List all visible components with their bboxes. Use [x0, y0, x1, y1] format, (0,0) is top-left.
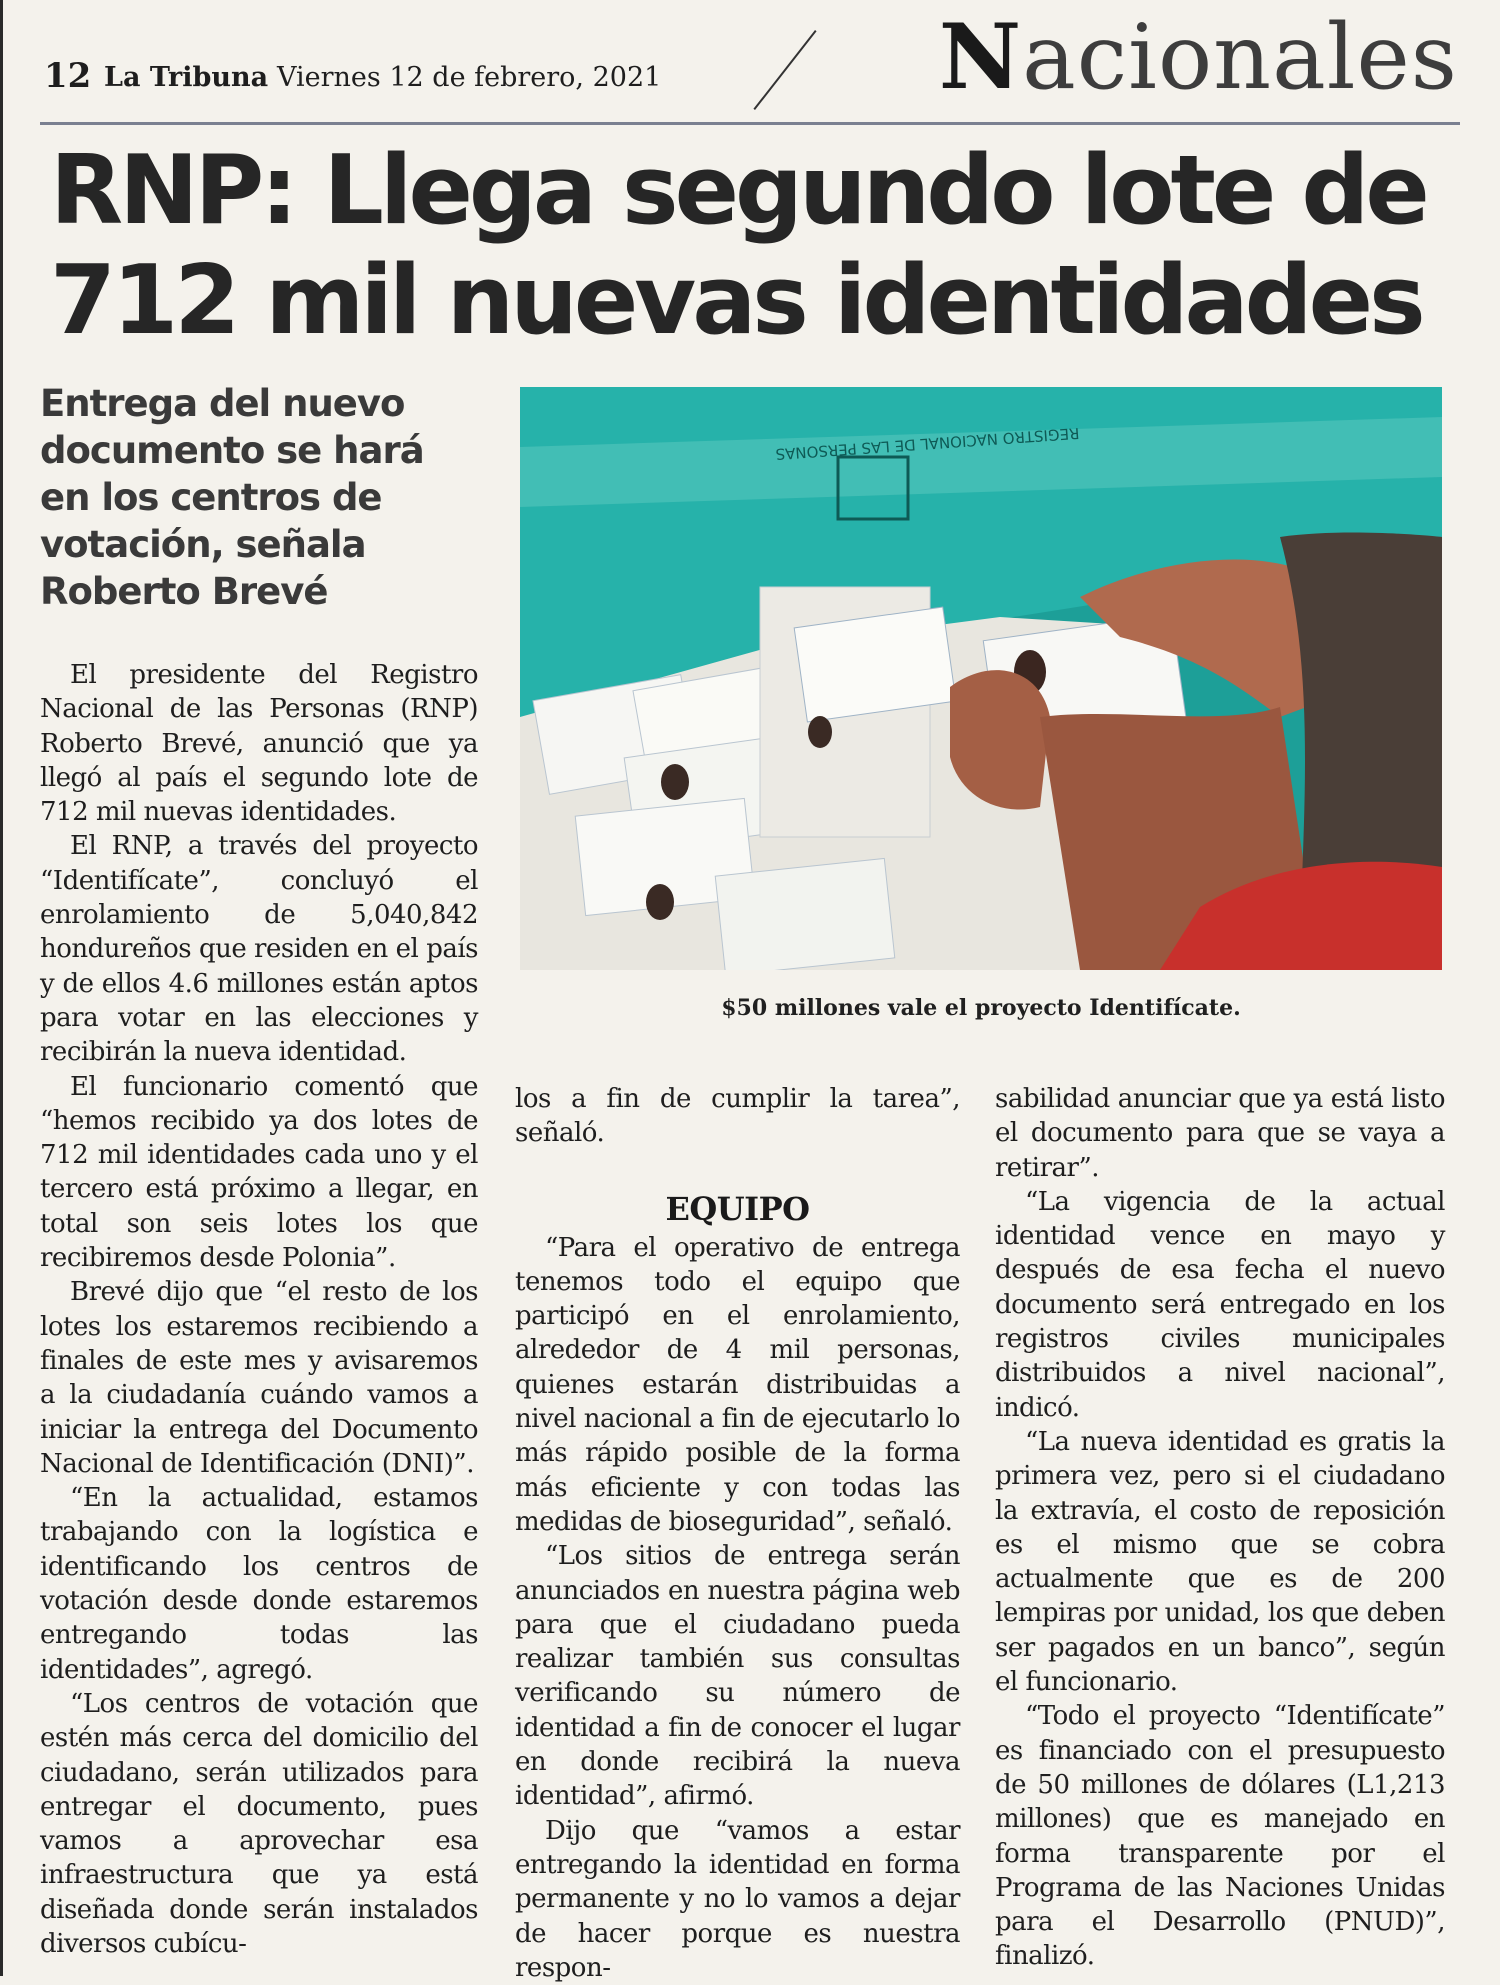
article-paragraph: Brevé dijo que “el resto de los lotes los estaremos recibiendo a finales de este mes y avisaremos a la ciudadanía cuándo vamos a iniciar la entrega del Documento Nacional de Identificación (DNI)”.: [40, 1277, 478, 1479]
article-deck: Entrega del nuevo documento se hará en los centros de votación, señala Roberto Brevé: [40, 382, 424, 613]
section-title-rest: acionales: [1022, 5, 1458, 110]
article-paragraph: “La vigencia de la actual identidad vence en mayo y después de esa fecha el nuevo documento será entregado en los registros civiles municipales distribuidos a nivel nacional”, indicó.: [995, 1186, 1445, 1423]
article-column-3: [995, 1082, 1445, 1974]
article-paragraph-continuation: sabilidad anunciar que ya está listo el documento para que se vaya a retirar”.: [995, 1084, 1445, 1183]
headline-line-2: 712 mil nuevas identidades: [50, 246, 1422, 356]
article-photo: [520, 387, 1442, 970]
page-number: 12: [44, 56, 92, 96]
article-column-1: [40, 658, 478, 1961]
article-paragraph: “La nueva identidad es gratis la primera vez, pero si el ciudadano la extravía, el costo de reposición es el mismo que se cobra actualmente que es de 200 lempiras por unidad, los que deben ser pagados en un banco”, según el funcionario.: [995, 1426, 1445, 1698]
section-title: [939, 4, 1458, 110]
article-paragraph-continuation: los a fin de cumplir la tarea”, señaló.: [515, 1084, 960, 1149]
article-paragraph: El funcionario comentó que “hemos recibido ya dos lotes de 712 mil identidades cada uno y el tercero está próximo a llegar, en total son seis lotes los que recibiremos desde Polonia”.: [40, 1071, 478, 1274]
article-paragraph: El presidente del Registro Nacional de las Personas (RNP) Roberto Brevé, anunció que ya llegó al país el segundo lote de 712 mil nuevas identidades.: [40, 660, 478, 828]
article-headline: [50, 136, 1470, 356]
id-card: [794, 607, 956, 722]
card-portrait: [808, 716, 832, 748]
masthead-slash-divider: [753, 30, 816, 110]
article-column-2: [515, 1082, 960, 1985]
section-subhead: EQUIPO: [665, 1189, 810, 1228]
issue-date: Viernes 12 de febrero, 2021: [277, 62, 662, 93]
photo-caption: $50 millones vale el proyecto Identifícate.: [721, 995, 1241, 1021]
article-paragraph: Dijo que “vamos a estar entregando la identidad en forma permanente y no lo vamos a dejar de hacer porque es nuestra respon-: [515, 1815, 960, 1983]
section-title-initial: N: [938, 4, 1023, 110]
masthead-rule: [40, 122, 1460, 125]
masthead: [40, 0, 1460, 128]
article-paragraph: “Todo el proyecto “Identifícate” es financiado con el presupuesto de 50 millones de dólares (L1,213 millones) que es manejado en forma transparente por el Programa de las Naciones Unidas para el Desarrollo (PNUD)”, finalizó.: [995, 1701, 1445, 1972]
article-paragraph: “Los centros de votación que estén más cerca del domicilio del ciudadano, serán utilizados para entregar el documento, pues vamos a aprovechar esa infraestructura que ya está diseñada donde serán instalados diversos cubícu-: [40, 1688, 478, 1959]
card-portrait: [661, 764, 689, 800]
photo-illustration: [520, 387, 1442, 970]
article-paragraph: “Los sitios de entrega serán anunciados en nuestra página web para que el ciudadano pueda realizar también sus consultas verificando su número de identidad a fin de conocer el lugar en donde recibirá la nueva identidad”, afirmó.: [515, 1541, 960, 1812]
id-card: [715, 858, 895, 970]
newspaper-name: La Tribuna: [104, 62, 269, 93]
box-printed-text: REGISTRO NACIONAL DE LAS PERSONAS: [774, 423, 1080, 464]
card-portrait: [646, 884, 674, 920]
article-paragraph: El RNP, a través del proyecto “Identifícate”, concluyó el enrolamiento de 5,040,842 hondureños que residen en el país y de ellos 4.6 millones están aptos para votar en las elecciones y recibirán la nueva identidad.: [40, 831, 478, 1068]
page-edge-line: [0, 0, 3, 1976]
headline-line-1: RNP: Llega segundo lote de: [50, 136, 1426, 246]
article-paragraph: “En la actualidad, estamos trabajando con la logística e identificando los centros de votación desde donde estaremos entregando todas las identidades”, agregó.: [40, 1483, 478, 1685]
article-paragraph: “Para el operativo de entrega tenemos todo el equipo que participó en el enrolamiento, alrededor de 4 mil personas, quienes estarán distribuidas a nivel nacional a fin de ejecutarlo lo más rápido posible de la forma más eficiente y con todas las medidas de bioseguridad”, señaló.: [515, 1232, 960, 1537]
